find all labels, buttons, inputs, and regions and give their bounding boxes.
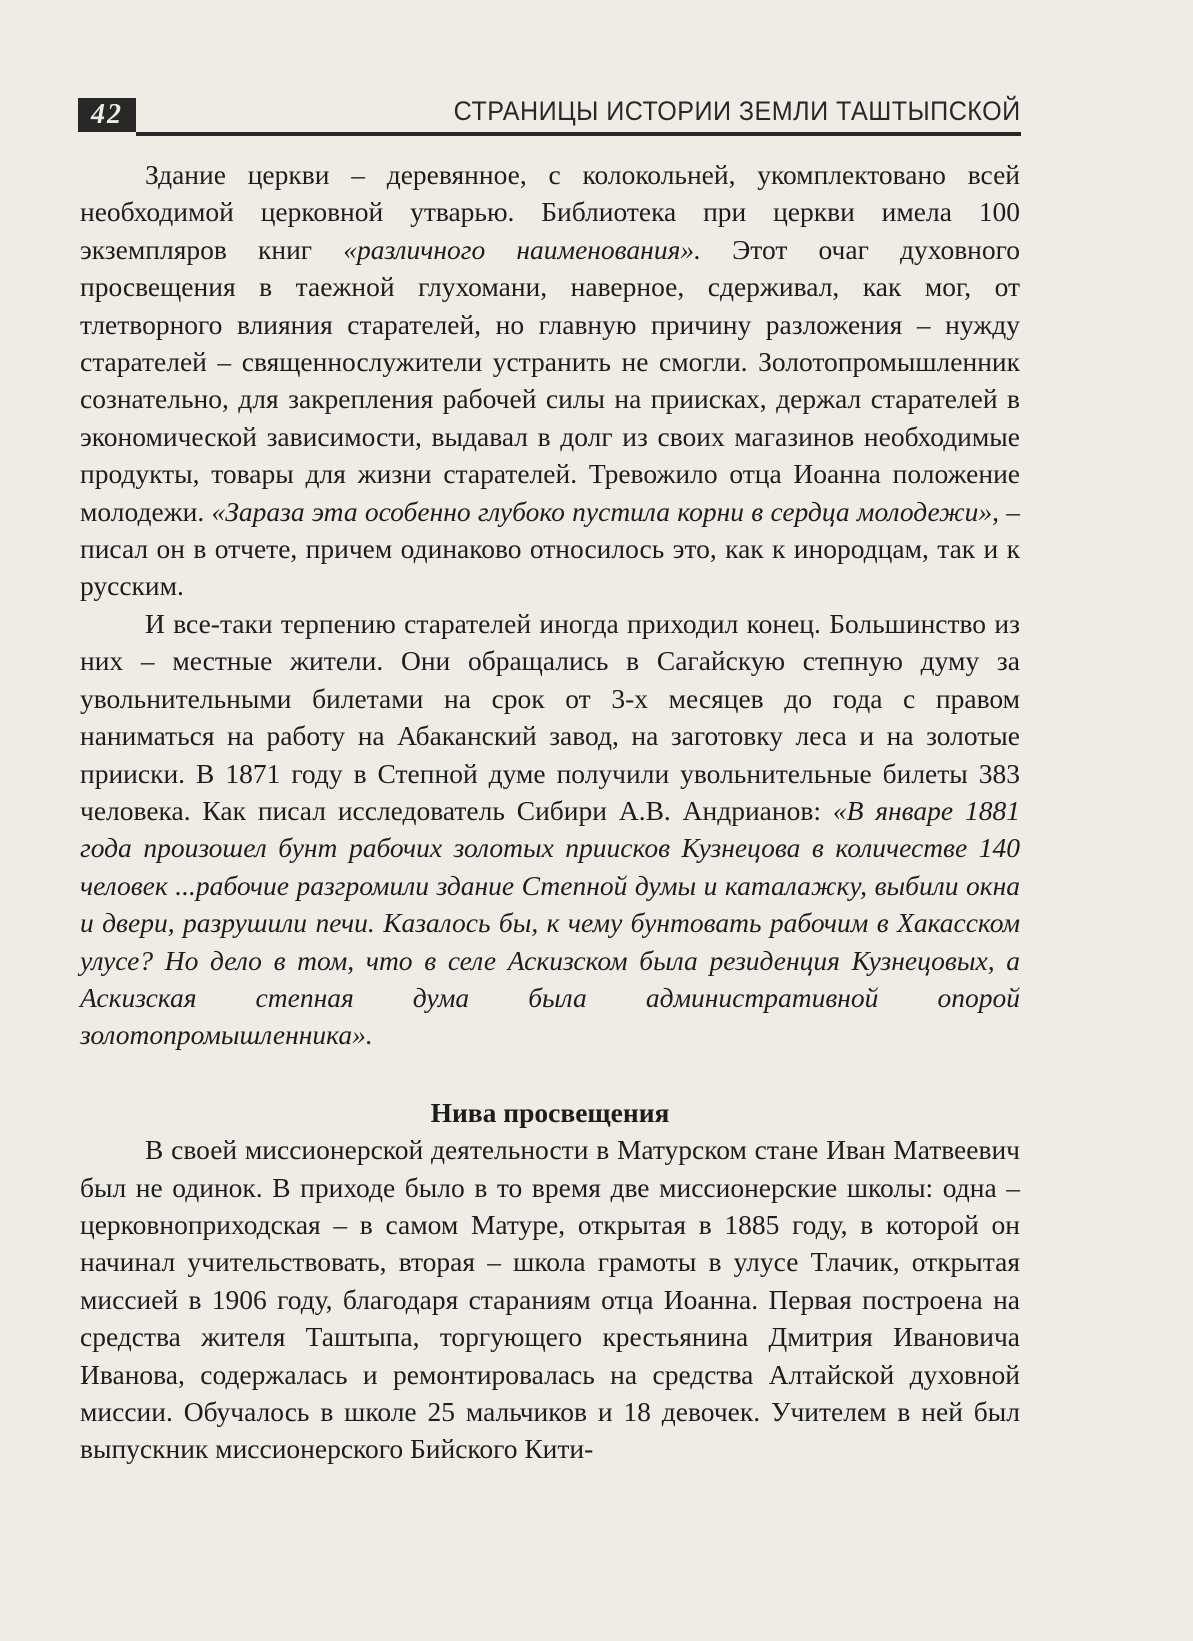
paragraph <box>80 605 1020 1054</box>
body-text <box>80 156 1020 1468</box>
running-title: СТРАНИЦЫ ИСТОРИИ ЗЕМЛИ ТАШТЫПСКОЙ <box>454 96 1021 126</box>
text-run: Этот очаг духовного просвещения в таежной глухомани, наверное, сдерживал, как мог, от тлетворного влияния старателей, но главную причину разложения – нужду старателей – священнослужители устранить не смогли. Золотопромышленник сознательно, для закрепления рабочей силы на приисках, держал старателей в экономической зависимости, выдавал в долг из своих магазинов необходимые продукты, товары для жизни старателей. Тревожило отца Иоанна положение молодежи. <box>80 233 1020 527</box>
paragraph <box>80 156 1020 605</box>
text-run: Здание церкви – деревянное, с колокольней, укомплектовано всей необходимой церковной утварью. Библиотека при церкви имела 100 экземпляров книг <box>80 159 1020 265</box>
text-run: И все-таки терпению старателей иногда приходил конец. Большинство из них – местные жители. Они обращались в Сагайскую степную думу за увольнительными билетами на срок от 3-х месяцев до года с правом наниматься на работу на Абаканский завод, на заготовку леса и на золотые прииски. В 1871 году в Степной думе получили увольнительные билеты 383 человека. Как писал исследователь Сибири А.В. Андрианов: <box>80 607 1020 826</box>
quote: «Зараза эта особенно глубоко пустила корни в сердца молодежи», <box>211 495 999 527</box>
paragraph: В своей миссионерской деятельности в Матурском стане Иван Матвеевич был не одинок. В приходе было в то время две миссионерские школы: одна – церковноприходская – в самом Матуре, открытая в 1885 году, в которой он начинал учительствовать, вторая – школа грамоты в улусе Тлачик, открытая миссией в 1906 году, благодаря стараниям отца Иоанна. Первая построена на средства жителя Таштыпа, торгующего крестьянина Дмитрия Ивановича Иванова, содержалась и ремонтировалась на средства Алтайской духовной миссии. Обучалось в школе 25 мальчиков и 18 девочек. Учителем в ней был выпускник миссионерского Бийского Кити- <box>80 1134 1020 1465</box>
text-run: – писал он в отчете, причем одинаково относилось это, как к инородцам, так и к русским. <box>80 495 1021 602</box>
section-heading: Нива просвещения <box>430 1096 670 1128</box>
page-number: 42 <box>78 98 136 132</box>
quote: «В январе 1881 года произошел бунт рабочих золотых приисков Кузнецова в количестве 140 человек ...рабочие разгромили здание Степной думы и каталажку, выбили окна и двери, разрушили печи. Казалось бы, к чему бунтовать рабочим в Хакасском улусе? Но дело в том, что в селе Аскизском была резиденция Кузнецовых, а Аскизская степная дума была административной опорой золотопромышленника». <box>80 794 1020 1051</box>
quote: «различного наименования». <box>343 233 701 265</box>
page-header <box>78 94 1021 136</box>
header-rule <box>136 132 1021 136</box>
